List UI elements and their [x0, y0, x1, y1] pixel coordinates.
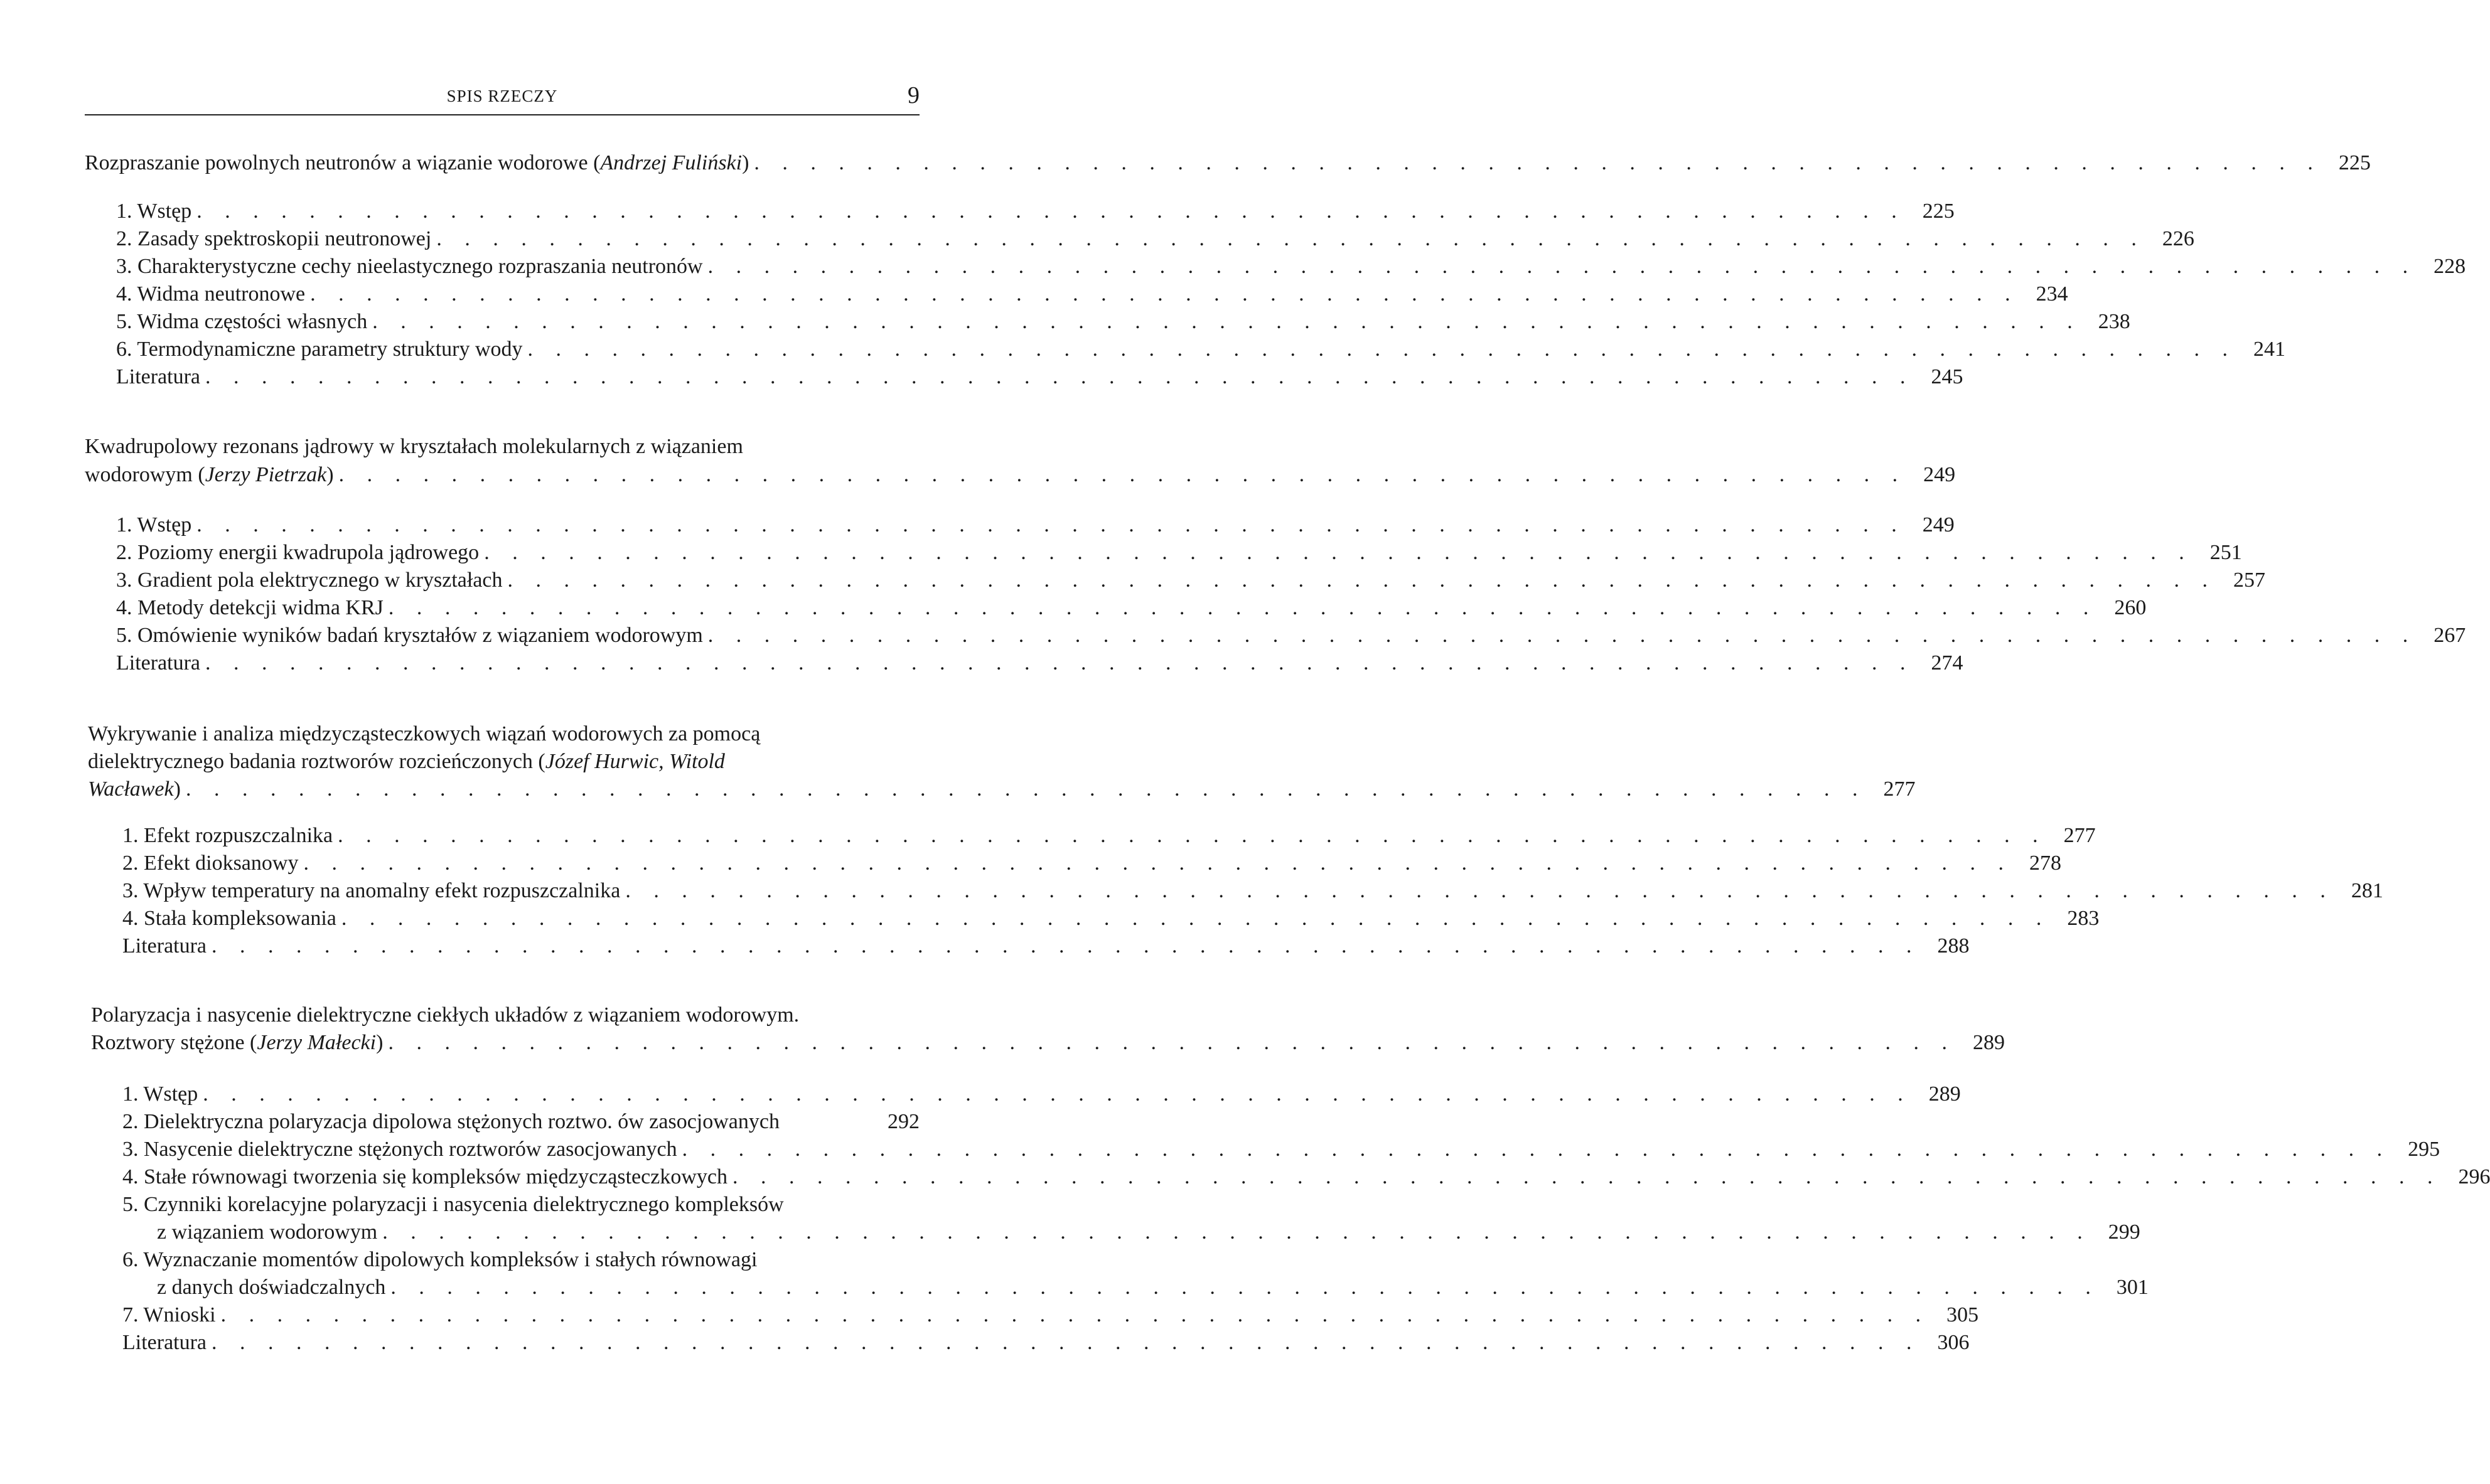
toc-entry: 2. Zasady spektroskopii neutronowej . . . . . . . . . . . . . . . . . . . . . . . . . . . . . . . . . . . . . . . . . . . . . . . . . . . . . . . . . . . . . 226: [116, 227, 2194, 250]
toc-entry-line1: 5. Czynniki korelacyjne polaryzacji i nasycenia dielektrycznego kompleksów: [122, 1193, 784, 1216]
page-ref: 225: [2338, 151, 2371, 174]
toc-entry: 4. Stałe równowagi tworzenia się kompleksów międzycząsteczkowych . . . . . . . . . . . . . . . . . . . . . . . . . . . . . . . . . . . . . . . . . . . . . . . . . . . . . . . . . . . . . 296: [122, 1165, 2490, 1188]
toc-entry: 5. Widma częstości własnych . . . . . . . . . . . . . . . . . . . . . . . . . . . . . . . . . . . . . . . . . . . . . . . . . . . . . . . . . . . . . 238: [116, 310, 2130, 333]
toc-entry: 3. Charakterystyczne cechy nieelastycznego rozpraszania neutronów . . . . . . . . . . . . . . . . . . . . . . . . . . . . . . . . . . . . . . . . . . . . . . . . . . . . . . . . . . . . . 228: [116, 255, 2466, 278]
toc-entry: Literatura . . . . . . . . . . . . . . . . . . . . . . . . . . . . . . . . . . . . . . . . . . . . . . . . . . . . . . . . . . . . . 274: [116, 651, 1963, 675]
toc-entry: 2. Efekt dioksanowy . . . . . . . . . . . . . . . . . . . . . . . . . . . . . . . . . . . . . . . . . . . . . . . . . . . . . . . . . . . . . 278: [122, 851, 2061, 875]
toc-entry: 7. Wnioski . . . . . . . . . . . . . . . . . . . . . . . . . . . . . . . . . . . . . . . . . . . . . . . . . . . . . . . . . . . . . 305: [122, 1303, 1979, 1327]
toc-entry: 1. Wstęp . . . . . . . . . . . . . . . . . . . . . . . . . . . . . . . . . . . . . . . . . . . . . . . . . . . . . . . . . . . . . 225: [116, 200, 1955, 223]
toc-entry: Literatura . . . . . . . . . . . . . . . . . . . . . . . . . . . . . . . . . . . . . . . . . . . . . . . . . . . . . . . . . . . . . 306: [122, 1331, 1970, 1354]
toc-entry: Literatura . . . . . . . . . . . . . . . . . . . . . . . . . . . . . . . . . . . . . . . . . . . . . . . . . . . . . . . . . . . . . 245: [116, 365, 1963, 388]
section-title-4-line2: Roztwory stężone (Jerzy Małecki) . . . . . . . . . . . . . . . . . . . . . . . . . . . . . . . . . . . . . . . . . . . . . . . . . . . . . . . . 289: [91, 1031, 2005, 1054]
section-title-3-line2: dielektrycznego badania roztworów rozcieńczonych (Józef Hurwic, Witold: [88, 750, 725, 773]
toc-entry: 3. Wpływ temperatury na anomalny efekt rozpuszczalnika . . . . . . . . . . . . . . . . . . . . . . . . . . . . . . . . . . . . . . . . . . . . . . . . . . . . . . . . . . . . . 281: [122, 879, 2383, 902]
toc-entry-line1: 6. Wyznaczanie momentów dipolowych kompleksów i stałych równowagi: [122, 1248, 758, 1271]
section-title-2-line2: wodorowym (Jerzy Pietrzak) . . . . . . . . . . . . . . . . . . . . . . . . . . . . . . . . . . . . . . . . . . . . . . . . . . . . . . . . 249: [85, 463, 1956, 486]
toc-entry: 4. Stała kompleksowania . . . . . . . . . . . . . . . . . . . . . . . . . . . . . . . . . . . . . . . . . . . . . . . . . . . . . . . . . . . . . 283: [122, 907, 2100, 930]
toc-entry: 2. Dielektryczna polaryzacja dipolowa stężonych roztwo. ów zasocjowanych 292: [122, 1110, 920, 1133]
toc-entry: 4. Widma neutronowe . . . . . . . . . . . . . . . . . . . . . . . . . . . . . . . . . . . . . . . . . . . . . . . . . . . . . . . . . . . . . 234: [116, 282, 2068, 306]
page-number: 9: [908, 82, 920, 109]
section-title-4-line1: Polaryzacja i nasycenie dielektryczne ciekłych układów z wiązaniem wodorowym.: [91, 1003, 800, 1027]
toc-entry: 2. Poziomy energii kwadrupola jądrowego . . . . . . . . . . . . . . . . . . . . . . . . . . . . . . . . . . . . . . . . . . . . . . . . . . . . . . . . . . . . . 251: [116, 541, 2242, 564]
section-title-2-line1: Kwadrupolowy rezonans jądrowy w kryształach molekularnych z wiązaniem: [85, 435, 743, 458]
toc-entry: 4. Metody detekcji widma KRJ . . . . . . . . . . . . . . . . . . . . . . . . . . . . . . . . . . . . . . . . . . . . . . . . . . . . . . . . . . . . . 260: [116, 596, 2147, 619]
toc-entry-line2: z danych doświadczalnych . . . . . . . . . . . . . . . . . . . . . . . . . . . . . . . . . . . . . . . . . . . . . . . . . . . . . . . . . . . . . 301: [157, 1276, 2149, 1299]
toc-entry: 1. Efekt rozpuszczalnika . . . . . . . . . . . . . . . . . . . . . . . . . . . . . . . . . . . . . . . . . . . . . . . . . . . . . . . . . . . . . 277: [122, 824, 2096, 847]
section-title-3-line3: Wacławek) . . . . . . . . . . . . . . . . . . . . . . . . . . . . . . . . . . . . . . . . . . . . . . . . . . . . . . . . . . . . 277: [88, 777, 1916, 801]
section-title-3-line1: Wykrywanie i analiza międzycząsteczkowych wiązań wodorowych za pomocą: [88, 722, 761, 745]
running-title: SPIS RZECZY: [446, 87, 558, 105]
toc-entry-line2: z wiązaniem wodorowym . . . . . . . . . . . . . . . . . . . . . . . . . . . . . . . . . . . . . . . . . . . . . . . . . . . . . . . . . . . . . 299: [157, 1220, 2140, 1244]
section-title-1: Rozpraszanie powolnych neutronów a wiązanie wodorowe (Andrzej Fuliński) . . . . . . . . . . . . . . . . . . . . . . . . . . . . . . . . . . . . . . . . . . . . . . . . . . . . . . . . 225: [85, 149, 920, 177]
toc-entry: 1. Wstęp . . . . . . . . . . . . . . . . . . . . . . . . . . . . . . . . . . . . . . . . . . . . . . . . . . . . . . . . . . . . . 289: [122, 1082, 1961, 1106]
leader-dots: . . . . . . . . . . . . . . . . . . . . . . . . . . . . . . . . . . . . . . . . . . . . . . . . . . . . . . . .: [754, 151, 2322, 174]
page-header: [85, 82, 920, 115]
toc-entry: 3. Gradient pola elektrycznego w kryształach . . . . . . . . . . . . . . . . . . . . . . . . . . . . . . . . . . . . . . . . . . . . . . . . . . . . . . . . . . . . . 257: [116, 569, 2266, 592]
toc-entry: 3. Nasycenie dielektryczne stężonych roztworów zasocjowanych . . . . . . . . . . . . . . . . . . . . . . . . . . . . . . . . . . . . . . . . . . . . . . . . . . . . . . . . . . . . . 295: [122, 1138, 2440, 1161]
toc-entry: 5. Omówienie wyników badań kryształów z wiązaniem wodorowym . . . . . . . . . . . . . . . . . . . . . . . . . . . . . . . . . . . . . . . . . . . . . . . . . . . . . . . . . . . . . 267: [116, 624, 2466, 647]
toc-entry: 1. Wstęp . . . . . . . . . . . . . . . . . . . . . . . . . . . . . . . . . . . . . . . . . . . . . . . . . . . . . . . . . . . . . 249: [116, 513, 1955, 536]
toc-entry: 6. Termodynamiczne parametry struktury wody . . . . . . . . . . . . . . . . . . . . . . . . . . . . . . . . . . . . . . . . . . . . . . . . . . . . . . . . . . . . . 241: [116, 338, 2286, 361]
toc-entry: Literatura . . . . . . . . . . . . . . . . . . . . . . . . . . . . . . . . . . . . . . . . . . . . . . . . . . . . . . . . . . . . . 288: [122, 934, 1970, 958]
